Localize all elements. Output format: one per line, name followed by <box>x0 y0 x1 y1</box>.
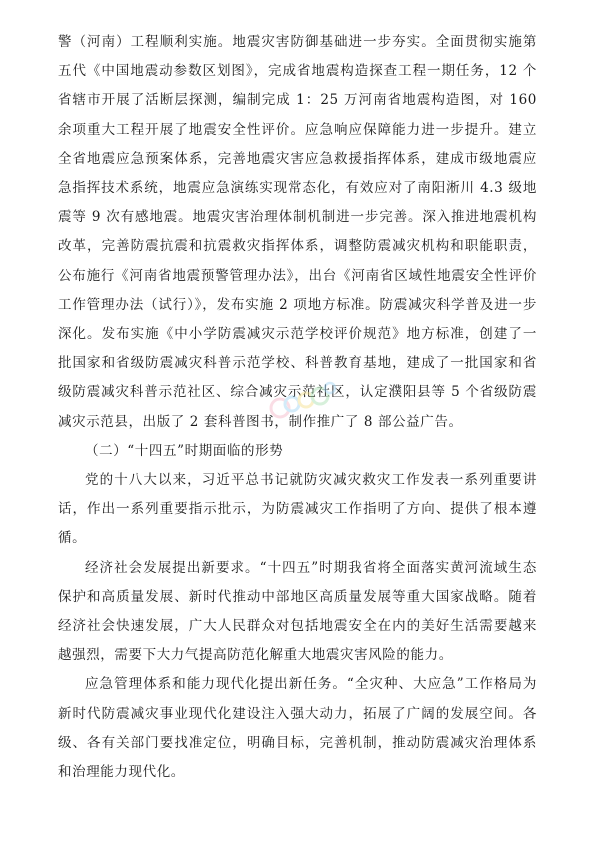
body-paragraph-continued: 警（河南）工程顺利实施。地震灾害防御基础进一步夯实。全面贯彻实施第五代《中国地震动参数区划图》，完成省地震构造探查工程一期任务，12 个省辖市开展了活断层探测，编制完成 1：25 万河南省地震构造图，对 160 余项重大工程开展了地震安全性评价。应急响应保障能力进一步提升。建立全省地震应急预案体系，完善地震灾害应急救援指挥体系，建成市级地震应急指挥技术系统，地震应急演练实现常态化，有效应对了南阳淅川 4.3 级地震等 9 次有感地震。地震灾害治理体制机制进一步完善。深入推进地震机构改革，完善防震抗震和抗震救灾指挥体系，调整防震减灾机构和职能职责，公布施行《河南省地震预警管理办法》，出台《河南省区域性地震安全性评价工作管理办法（试行）》，发布实施 2 项地方标准。防震减灾科学普及进一步深化。发布实施《中小学防震减灾示范学校评价规范》地方标准，创建了一批国家和省级防震减灾科普示范学校、科普教育基地，建成了一批国家和省级防震减灾科普示范社区、综合减灾示范社区，认定濮阳县等 5 个省级防震减灾示范县，出版了 2 套科普图书，制作推广了 8 部公益广告。 <box>58 34 537 430</box>
body-paragraph: 经济社会发展提出新要求。“十四五”时期我省将全面落实黄河流域生态保护和高质量发展、新时代推动中部地区高质量发展等重大国家战略。随着经济社会快速发展，广大人民群众对包括地震安全在内的美好生活需要越来越强烈，需要下大力气提高防范化解重大地震灾害风险的能力。 <box>58 559 537 664</box>
body-paragraph: 应急管理体系和能力现代化提出新任务。“全灾种、大应急”工作格局为新时代防震减灾事业现代化建设注入强大动力，拓展了广阔的发展空间。各级、各有关部门要找准定位，明确目标，完善机制，推动防震减灾治理体系和治理能力现代化。 <box>58 676 537 781</box>
body-paragraph: 党的十八大以来，习近平总书记就防灾减灾救灾工作发表一系列重要讲话，作出一系列重要指示批示，为防震减灾工作指明了方向、提供了根本遵循。 <box>58 472 537 547</box>
section-heading: （二）“十四五”时期面临的形势 <box>85 442 284 459</box>
